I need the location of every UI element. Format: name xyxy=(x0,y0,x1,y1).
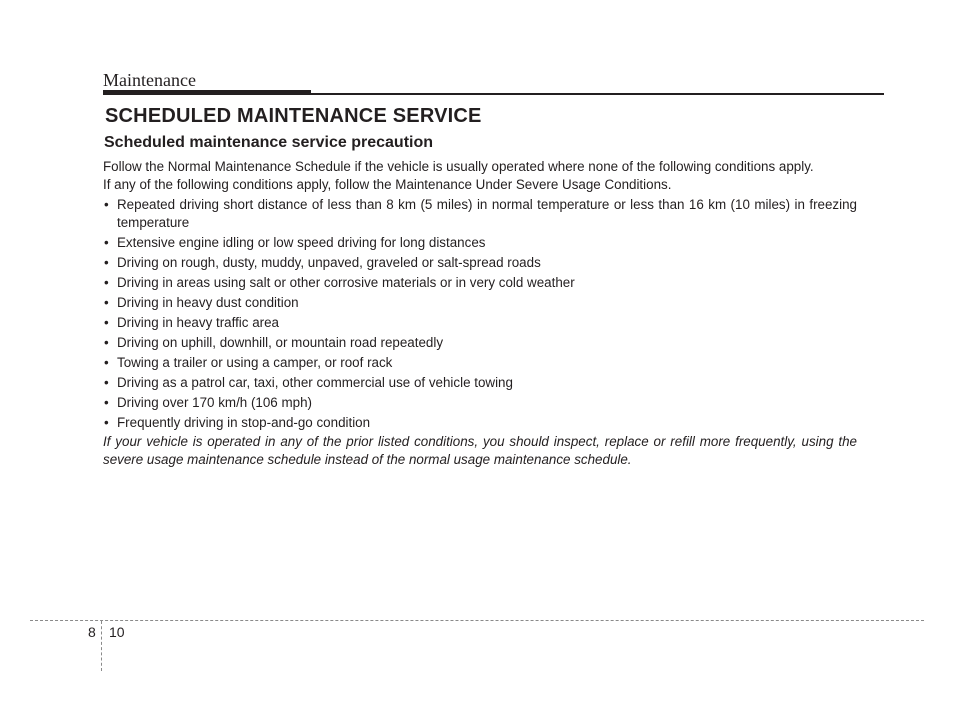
list-item: • Towing a trailer or using a camper, or roof rack xyxy=(103,354,857,372)
intro-line: Follow the Normal Maintenance Schedule if the vehicle is usually operated where none of the following conditions apply. xyxy=(103,159,814,174)
chapter-number: 8 xyxy=(88,624,96,640)
conditions-list xyxy=(103,196,857,432)
footer-vertical-divider xyxy=(101,621,102,671)
page-number: 10 xyxy=(109,624,125,640)
intro xyxy=(103,158,857,194)
list-item: • Frequently driving in stop-and-go condition xyxy=(103,414,857,432)
content-body xyxy=(103,133,857,469)
list-item: • Driving on rough, dusty, muddy, unpaved, graveled or salt-spread roads xyxy=(103,254,857,272)
list-item: • Repeated driving short distance of less than 8 km (5 miles) in normal temperature or less than 16 km (10 miles) in freezing temperature xyxy=(103,196,857,232)
footer-divider xyxy=(30,620,924,621)
header-rule-thick xyxy=(103,90,311,95)
section-label: Maintenance xyxy=(103,70,196,90)
list-item: • Driving as a patrol car, taxi, other commercial use of vehicle towing xyxy=(103,374,857,392)
list-item: • Driving over 170 km/h (106 mph) xyxy=(103,394,857,412)
subtitle: Scheduled maintenance service precaution xyxy=(104,134,434,151)
severe-usage-note: If your vehicle is operated in any of the prior listed conditions, you should inspect, replace or refill more frequently, using the severe usage maintenance schedule instead of the normal usage maintenance schedule. xyxy=(103,434,857,467)
list-item: • Driving in heavy dust condition xyxy=(103,294,857,312)
list-item: • Driving in areas using salt or other corrosive materials or in very cold weather xyxy=(103,274,857,292)
intro-line: If any of the following conditions apply, follow the Maintenance Under Severe Usage Conditions. xyxy=(103,177,672,192)
header-rule-thin xyxy=(311,93,884,95)
list-item: • Driving in heavy traffic area xyxy=(103,314,857,332)
list-item: • Driving on uphill, downhill, or mountain road repeatedly xyxy=(103,334,857,352)
list-item: • Extensive engine idling or low speed driving for long distances xyxy=(103,234,857,252)
page-title: SCHEDULED MAINTENANCE SERVICE xyxy=(105,105,482,127)
